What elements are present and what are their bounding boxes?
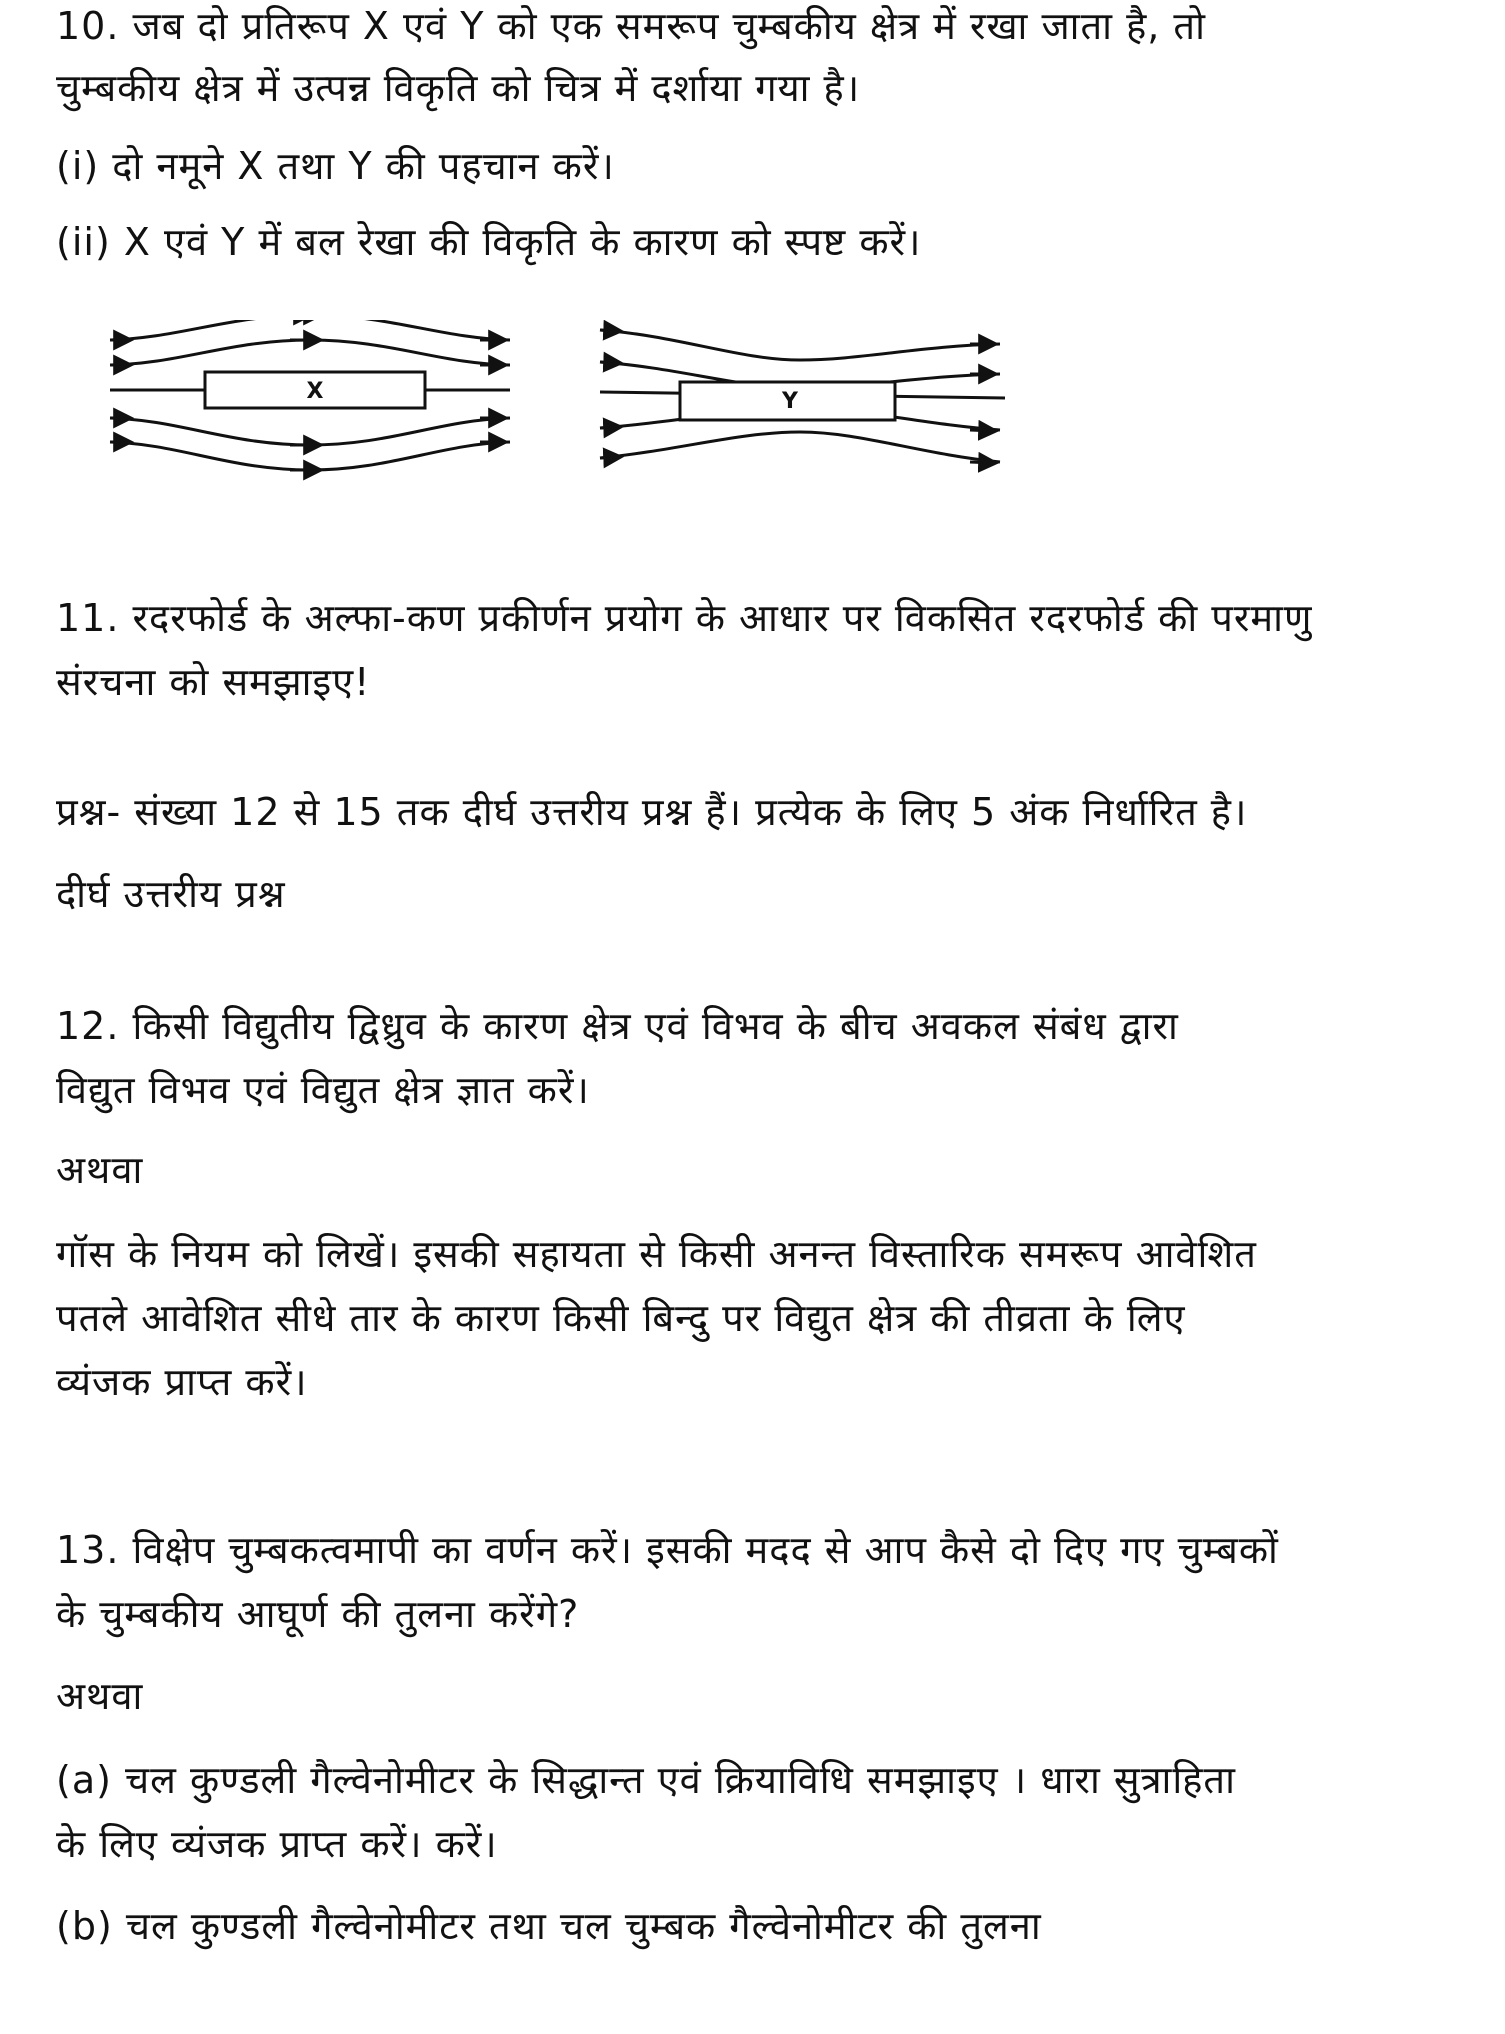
q10-line-2: चुम्बकीय क्षेत्र में उत्पन्न विकृति को चित्र में दर्शाया गया है। — [56, 66, 861, 110]
q12-line-1: 12. किसी विद्युतीय द्विध्रुव के कारण क्षेत्र एवं विभव के बीच अवकल संबंध द्वारा — [56, 1004, 1179, 1048]
q12-alt-line-3: व्यंजक प्राप्त करें। — [56, 1360, 308, 1404]
q13-line-2: के चुम्बकीय आघूर्ण की तुलना करेंगे? — [56, 1592, 580, 1636]
q12-alt-line-2: पतले आवेशित सीधे तार के कारण किसी बिन्दु पर विद्युत क्षेत्र की तीव्रता के लिए — [56, 1296, 1186, 1340]
q13-part-b: (b) चल कुण्डली गैल्वेनोमीटर तथा चल चुम्बक गैल्वेनोमीटर की तुलना — [56, 1904, 1042, 1948]
section-instruction: प्रश्न- संख्या 12 से 15 तक दीर्घ उत्तरीय प्रश्न हैं। प्रत्येक के लिए 5 अंक निर्धारित है। — [56, 790, 1248, 834]
q13-part-a-line-1: (a) चल कुण्डली गैल्वेनोमीटर के सिद्धान्त एवं क्रियाविधि समझाइए । धारा सुत्राहिता — [56, 1758, 1236, 1802]
q12-alt-line-1: गॉस के नियम को लिखें। इसकी सहायता से किसी अनन्त विस्तारिक समरूप आवेशित — [56, 1232, 1257, 1276]
section-heading: दीर्घ उत्तरीय प्रश्न — [56, 872, 286, 916]
sample-y-diagram — [600, 330, 1005, 463]
q11-line-1: 11. रदरफोर्ड के अल्फा-कण प्रकीर्णन प्रयोग के आधार पर विकसित रदरफोर्ड की परमाणु — [56, 596, 1313, 640]
q13-or: अथवा — [56, 1674, 144, 1718]
q10-part-i: (i) दो नमूने X तथा Y की पहचान करें। — [56, 144, 615, 188]
q13-line-1: 13. विक्षेप चुम्बकत्वमापी का वर्णन करें। इसकी मदद से आप कैसे दो दिए गए चुम्बकों — [56, 1528, 1279, 1572]
q11-line-2: संरचना को समझाइए! — [56, 660, 371, 704]
q10-line-1: 10. जब दो प्रतिरूप X एवं Y को एक समरूप चुम्बकीय क्षेत्र में रखा जाता है, तो — [56, 4, 1206, 48]
q12-or: अथवा — [56, 1148, 144, 1192]
q13-part-a-line-2: के लिए व्यंजक प्राप्त करें। करें। — [56, 1822, 498, 1866]
sample-x-label: X — [306, 379, 324, 404]
sample-y-label: Y — [782, 389, 798, 414]
q12-line-2: विद्युत विभव एवं विद्युत क्षेत्र ज्ञात करें। — [56, 1068, 590, 1112]
field-lines-figure — [100, 320, 1020, 550]
q10-part-ii: (ii) X एवं Y में बल रेखा की विकृति के कारण को स्पष्ट करें। — [56, 220, 922, 264]
